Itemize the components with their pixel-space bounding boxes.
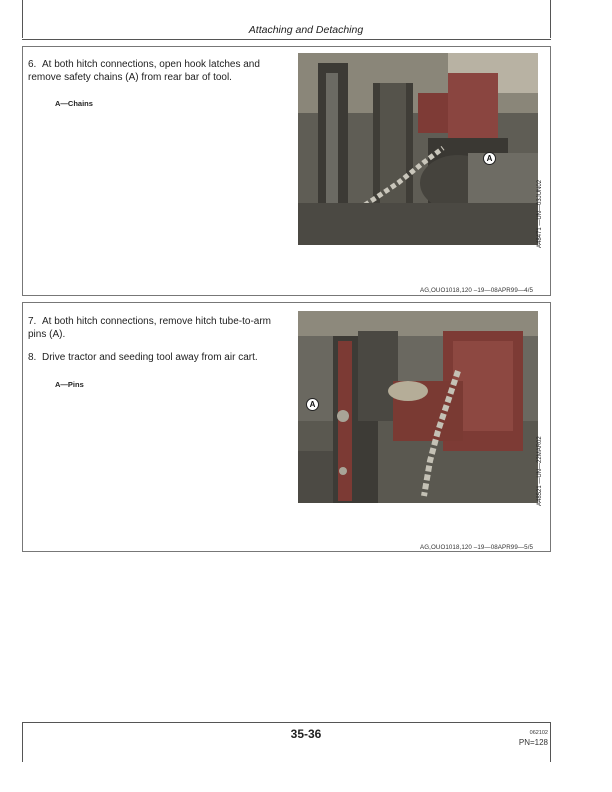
step-7: [28, 315, 278, 341]
step-8: [28, 351, 278, 364]
image-code-2: A48521 —UN—22MAR02: [537, 436, 543, 506]
photo-hitch-pins: [298, 311, 538, 503]
step-6-number: 6.: [28, 59, 37, 70]
reference-code-2: AG,OUO1018,120 –19—08APR99—5/5: [420, 544, 534, 551]
step-7-number: 7.: [28, 316, 37, 327]
date-code: 062102: [529, 730, 548, 736]
photo-safety-chains: [298, 53, 538, 245]
page-header-title: Attaching and Detaching: [248, 24, 364, 36]
pn-number: PN=128: [518, 738, 548, 747]
legend-chains: A—Chains: [55, 99, 93, 108]
step-8-number: 8.: [28, 352, 37, 363]
image-code-1: A48471 —UN—03JUN02: [537, 179, 543, 248]
page-number: 35-36: [290, 727, 322, 741]
photo-safety-chains-drawing: [298, 53, 538, 245]
photo-hitch-pins-drawing: [298, 311, 538, 503]
footer-rule: [22, 722, 551, 723]
step-7-text: At both hitch connections, remove hitch tube-to-arm pins (A).: [28, 316, 272, 340]
step-6: [28, 58, 278, 84]
legend-pins: A—Pins: [55, 380, 84, 389]
header-rule: [22, 39, 551, 40]
reference-code-1: AG,OUO1018,120 –19—08APR99—4/5: [420, 287, 534, 294]
step-8-text: Drive tractor and seeding tool away from air cart.: [42, 352, 258, 363]
callout-a-pins: A: [306, 398, 319, 411]
callout-a-chains: A: [483, 152, 496, 165]
step-6-text: At both hitch connections, open hook latches and remove safety chains (A) from rear bar of tool.: [28, 59, 260, 83]
